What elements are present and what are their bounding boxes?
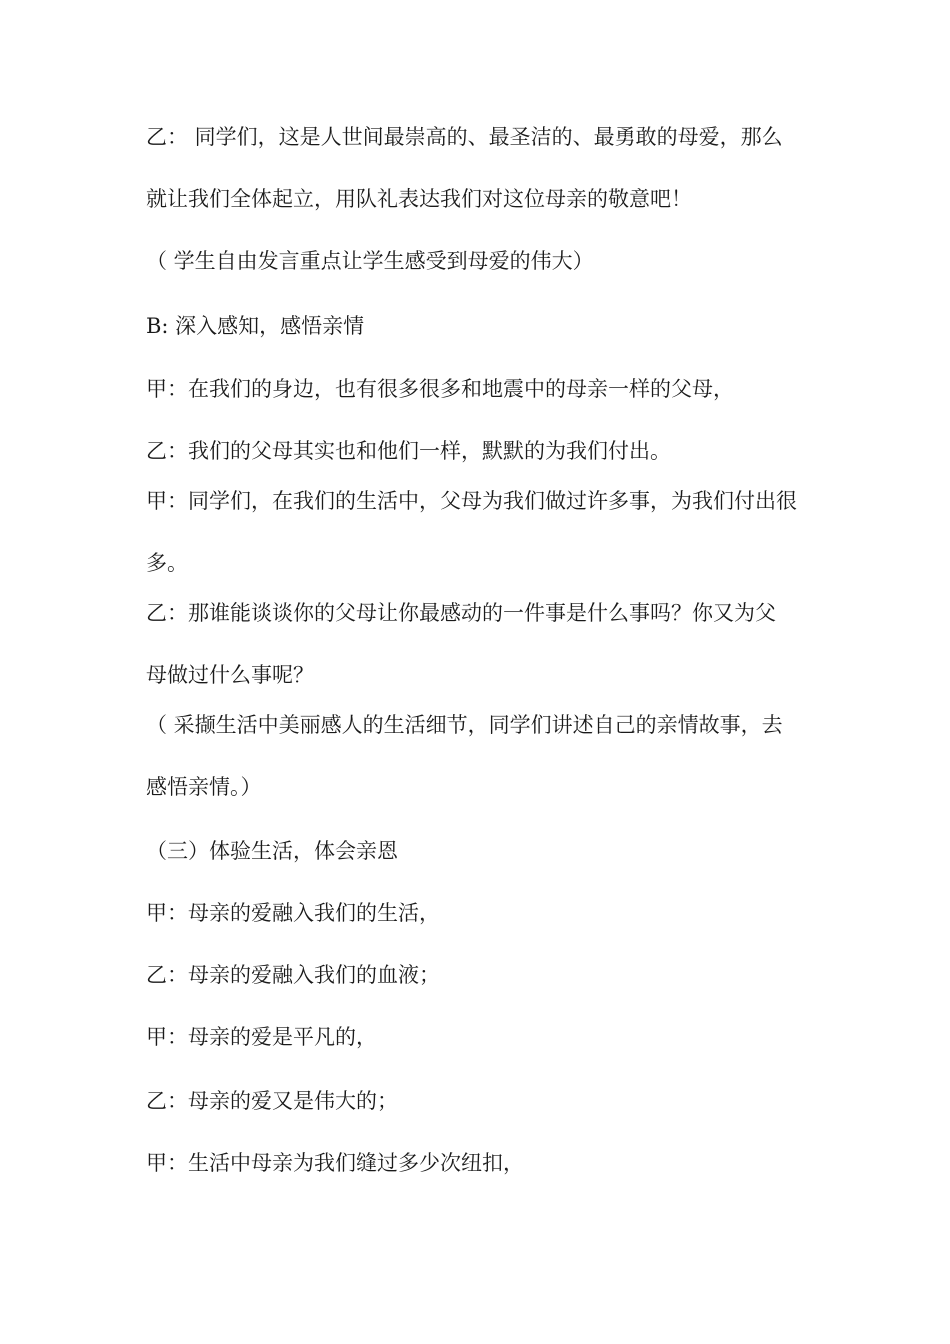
text-line: 甲：生活中母亲为我们缝过多少次纽扣， [146,1151,524,1175]
section-heading: B: 深入感知，感悟亲情 [146,314,365,338]
text-line: 甲：母亲的爱是平凡的， [146,1025,377,1049]
text-line: 乙：母亲的爱融入我们的血液； [146,963,440,987]
text-line: 就让我们全体起立，用队礼表达我们对这位母亲的敬意吧！ [146,187,692,211]
text-line: 甲：母亲的爱融入我们的生活， [146,901,440,925]
text-line: 乙：我们的父母其实也和他们一样，默默的为我们付出。 [146,439,671,463]
text-line: 多。 [146,551,188,575]
text-line: 乙：母亲的爱又是伟大的； [146,1089,398,1113]
text-line: 乙： 同学们，这是人世间最崇高的、最圣洁的、最勇敢的母爱，那么 [146,125,783,149]
text-line: （ 学生自由发言重点让学生感受到母爱的伟大） [146,249,594,273]
text-line: 乙：那谁能谈谈你的父母让你最感动的一件事是什么事吗？你又为父 [146,601,776,625]
text-line: 甲：同学们，在我们的生活中，父母为我们做过许多事，为我们付出很 [146,489,797,513]
text-line: （ 采撷生活中美丽感人的生活细节，同学们讲述自己的亲情故事，去 [146,713,783,737]
text-line: 母做过什么事呢？ [146,663,314,687]
section-heading: （三）体验生活，体会亲恩 [146,839,398,863]
text-line: 甲：在我们的身边，也有很多很多和地震中的母亲一样的父母， [146,377,734,401]
text-line: 感悟亲情。） [146,775,262,799]
